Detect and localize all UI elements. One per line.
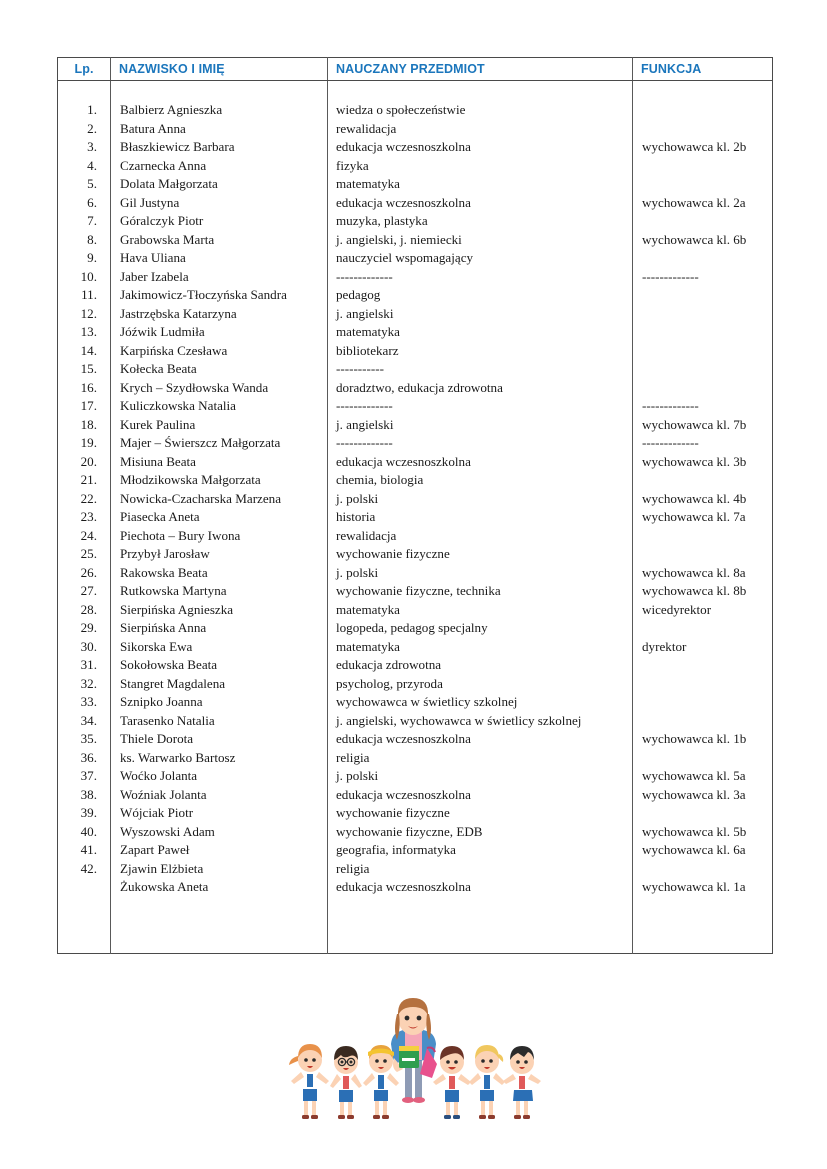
table-row xyxy=(58,138,773,157)
table-header xyxy=(58,58,773,81)
table-cell-subject: religia xyxy=(328,860,633,879)
table-cell-subject: religia xyxy=(328,749,633,768)
table-cell-role: wychowawca kl. 5a xyxy=(642,768,746,783)
table-cell-role xyxy=(633,342,773,361)
table-cell-role xyxy=(633,656,773,675)
table-cell-subject: matematyka xyxy=(328,175,633,194)
column-header-subject: NAUCZANY PRZEDMIOT xyxy=(328,58,633,81)
table-cell-role xyxy=(633,101,773,120)
table-cell-lp: 11. xyxy=(58,286,111,305)
table-cell-name: Rakowska Beata xyxy=(111,564,328,583)
table-cell-name: Woćko Jolanta xyxy=(111,767,328,786)
table-row xyxy=(58,175,773,194)
table-cell-name: Dolata Małgorzata xyxy=(111,175,328,194)
table-cell-role: ------------- xyxy=(642,268,699,284)
table-cell-role: wychowawca kl. 1a xyxy=(642,879,746,894)
table-cell-lp: 20. xyxy=(58,453,111,472)
table-cell-role xyxy=(633,804,773,823)
table-cell-name: Piasecka Aneta xyxy=(111,508,328,527)
table-cell-name: Młodzikowska Małgorzata xyxy=(111,471,328,490)
table-cell-name: Czarnecka Anna xyxy=(111,157,328,176)
table-cell-role xyxy=(633,305,773,324)
table-row xyxy=(58,490,773,509)
table-row xyxy=(58,508,773,527)
table-cell-subject: pedagog xyxy=(328,286,633,305)
table-cell-name: Wójciak Piotr xyxy=(111,804,328,823)
table-cell-name: Góralczyk Piotr xyxy=(111,212,328,231)
table-cell-subject: wychowanie fizyczne, EDB xyxy=(328,823,633,842)
table-cell-name: Sokołowska Beata xyxy=(111,656,328,675)
table-cell-role: dyrektor xyxy=(642,638,687,654)
table-cell-lp: 1. xyxy=(58,101,111,120)
table-cell-role: wychowawca kl. 2a xyxy=(642,194,746,210)
table-row xyxy=(58,212,773,231)
column-header-lp: Lp. xyxy=(58,58,111,81)
table-cell-subject: nauczyciel wspomagający xyxy=(328,249,633,268)
table-cell-subject: edukacja wczesnoszkolna xyxy=(328,878,633,897)
table-row xyxy=(58,268,773,287)
table-cell-subject: geografia, informatyka xyxy=(328,841,633,860)
table-row xyxy=(58,120,773,139)
table-cell-name: Żukowska Aneta xyxy=(111,878,328,897)
table-cell-subject: muzyka, plastyka xyxy=(328,212,633,231)
table-cell-role xyxy=(633,175,773,194)
spacer-cell-lp xyxy=(58,81,111,102)
table-cell-role: wychowawca kl. 7b xyxy=(642,416,747,432)
table-cell-role: wychowawca kl. 1b xyxy=(642,731,747,746)
table-row xyxy=(58,397,773,416)
table-cell-subject: edukacja wczesnoszkolna xyxy=(328,730,633,749)
table-cell-name: Rutkowska Martyna xyxy=(111,582,328,601)
table-row xyxy=(58,656,773,675)
table-cell-subject: j. angielski, wychowawca w świetlicy szkolnej xyxy=(328,712,633,731)
table-cell-name: Batura Anna xyxy=(111,120,328,139)
table-cell-subject: fizyka xyxy=(328,157,633,176)
table-cell-role xyxy=(633,545,773,564)
table-cell-lp: 35. xyxy=(58,730,111,749)
table-cell-lp: 31. xyxy=(58,656,111,675)
table-cell-subject: j. polski xyxy=(328,490,633,509)
table-cell-role xyxy=(633,675,773,694)
table-cell-name: Zjawin Elżbieta xyxy=(111,860,328,879)
table-row xyxy=(58,360,773,379)
table-row xyxy=(58,157,773,176)
table-row xyxy=(58,730,773,749)
table-cell-name: Jaber Izabela xyxy=(111,268,328,287)
table-cell-name: Woźniak Jolanta xyxy=(111,786,328,805)
table-cell-subject: j. angielski xyxy=(328,416,633,435)
table-cell-role: wychowawca kl. 8a xyxy=(642,564,746,580)
table-cell-name: Przybył Jarosław xyxy=(111,545,328,564)
table-row xyxy=(58,878,773,897)
table-cell-role xyxy=(633,323,773,342)
table-tail-row xyxy=(58,897,773,954)
table-cell-subject: ------------- xyxy=(328,268,633,287)
table-row xyxy=(58,305,773,324)
spacer-cell-role xyxy=(633,81,773,102)
table-cell-name: Zapart Paweł xyxy=(111,841,328,860)
table-row xyxy=(58,416,773,435)
table-tail-cell xyxy=(58,897,111,954)
table-cell-lp: 25. xyxy=(58,545,111,564)
table-cell-subject: j. polski xyxy=(328,564,633,583)
table-cell-lp: 7. xyxy=(58,212,111,231)
table-cell-role xyxy=(633,860,773,879)
table-cell-role xyxy=(633,749,773,768)
table-cell-name: Jóźwik Ludmiła xyxy=(111,323,328,342)
teacher-with-schoolchildren-illustration xyxy=(281,996,547,1124)
table-cell-lp: 36. xyxy=(58,749,111,768)
table-row xyxy=(58,286,773,305)
table-cell-subject: bibliotekarz xyxy=(328,342,633,361)
table-cell-subject: logopeda, pedagog specjalny xyxy=(328,619,633,638)
table-cell-lp: 16. xyxy=(58,379,111,398)
table-cell-lp: 6. xyxy=(58,194,111,213)
table-cell-lp: 13. xyxy=(58,323,111,342)
table-spacer-row xyxy=(58,81,773,102)
table-cell-lp: 24. xyxy=(58,527,111,546)
table-cell-name: Kuliczkowska Natalia xyxy=(111,397,328,416)
table-cell-lp: 41. xyxy=(58,841,111,860)
table-cell-role xyxy=(633,360,773,379)
table-cell-subject: j. angielski, j. niemiecki xyxy=(328,231,633,250)
table-row xyxy=(58,101,773,120)
table-cell-role: wychowawca kl. 7a xyxy=(642,509,746,524)
table-cell-role: wychowawca kl. 2b xyxy=(642,139,747,154)
table-row xyxy=(58,527,773,546)
table-cell-lp: 23. xyxy=(58,508,111,527)
table-cell-lp: 18. xyxy=(58,416,111,435)
table-cell-lp: 14. xyxy=(58,342,111,361)
table-cell-role xyxy=(633,157,773,176)
table-cell-name: Majer – Świerszcz Małgorzata xyxy=(111,434,328,453)
table-cell-subject: wiedza o społeczeństwie xyxy=(328,101,633,120)
table-cell-subject: matematyka xyxy=(328,601,633,620)
spacer-cell-subject xyxy=(328,81,633,102)
table-cell-lp: 3. xyxy=(58,138,111,157)
table-cell-lp xyxy=(58,878,111,897)
table-cell-lp: 40. xyxy=(58,823,111,842)
table-cell-subject: wychowanie fizyczne xyxy=(328,804,633,823)
table-row xyxy=(58,564,773,583)
table-cell-subject: wychowawca w świetlicy szkolnej xyxy=(328,693,633,712)
table-cell-lp: 29. xyxy=(58,619,111,638)
table-tail-cell xyxy=(328,897,633,954)
table-cell-lp: 30. xyxy=(58,638,111,657)
table-cell-subject: edukacja zdrowotna xyxy=(328,656,633,675)
table-cell-name: Gil Justyna xyxy=(111,194,328,213)
table-cell-name: Thiele Dorota xyxy=(111,730,328,749)
table-cell-name: Karpińska Czesława xyxy=(111,342,328,361)
table-cell-role xyxy=(633,249,773,268)
table-row xyxy=(58,693,773,712)
table-cell-subject: rewalidacja xyxy=(328,527,633,546)
table-cell-lp: 26. xyxy=(58,564,111,583)
table-cell-role xyxy=(633,286,773,305)
table-row xyxy=(58,841,773,860)
table-cell-subject: edukacja wczesnoszkolna xyxy=(328,138,633,157)
table-cell-name: Tarasenko Natalia xyxy=(111,712,328,731)
table-cell-role xyxy=(633,120,773,139)
spacer-cell-name xyxy=(111,81,328,102)
table-row xyxy=(58,231,773,250)
table-row xyxy=(58,712,773,731)
table-row xyxy=(58,342,773,361)
table-cell-role xyxy=(633,379,773,398)
table-cell-lp: 4. xyxy=(58,157,111,176)
table-cell-subject: ----------- xyxy=(328,360,633,379)
table-cell-subject: j. angielski xyxy=(328,305,633,324)
table-cell-role: wychowawca kl. 3b xyxy=(642,453,747,469)
staff-table xyxy=(57,57,773,954)
table-cell-subject: edukacja wczesnoszkolna xyxy=(328,786,633,805)
table-row xyxy=(58,545,773,564)
table-cell-lp: 8. xyxy=(58,231,111,250)
column-header-role: FUNKCJA xyxy=(633,58,773,81)
table-cell-role: wychowawca kl. 6a xyxy=(642,842,746,857)
table-cell-subject: j. polski xyxy=(328,767,633,786)
table-cell-lp: 38. xyxy=(58,786,111,805)
table-cell-name: Nowicka-Czacharska Marzena xyxy=(111,490,328,509)
table-cell-name: Grabowska Marta xyxy=(111,231,328,250)
table-cell-lp: 37. xyxy=(58,767,111,786)
table-cell-role xyxy=(633,619,773,638)
table-row xyxy=(58,823,773,842)
table-cell-name: Kołecka Beata xyxy=(111,360,328,379)
table-cell-role: wychowawca kl. 6b xyxy=(642,231,747,247)
table-row xyxy=(58,619,773,638)
table-row xyxy=(58,323,773,342)
table-cell-subject: wychowanie fizyczne xyxy=(328,545,633,564)
table-cell-name: Sierpińska Agnieszka xyxy=(111,601,328,620)
table-cell-subject: chemia, biologia xyxy=(328,471,633,490)
table-row xyxy=(58,749,773,768)
table-cell-lp: 42. xyxy=(58,860,111,879)
table-cell-lp: 34. xyxy=(58,712,111,731)
table-row xyxy=(58,194,773,213)
table-cell-lp: 10. xyxy=(58,268,111,287)
table-cell-subject: historia xyxy=(328,508,633,527)
table-body xyxy=(58,81,773,954)
table-cell-subject: ------------- xyxy=(328,434,633,453)
table-header-row xyxy=(58,58,773,81)
table-cell-role: wychowawca kl. 3a xyxy=(642,786,746,802)
table-cell-name: Sznipko Joanna xyxy=(111,693,328,712)
staff-table-container xyxy=(57,57,772,954)
table-cell-subject: wychowanie fizyczne, technika xyxy=(328,582,633,601)
table-cell-lp: 17. xyxy=(58,397,111,416)
table-cell-lp: 21. xyxy=(58,471,111,490)
table-cell-role: ------------- xyxy=(642,435,699,450)
table-cell-role xyxy=(633,693,773,712)
table-row xyxy=(58,379,773,398)
table-cell-subject: matematyka xyxy=(328,638,633,657)
table-cell-role: ------------- xyxy=(642,398,699,413)
table-cell-name: Stangret Magdalena xyxy=(111,675,328,694)
table-row xyxy=(58,786,773,805)
table-cell-lp: 32. xyxy=(58,675,111,694)
table-cell-lp: 5. xyxy=(58,175,111,194)
table-cell-lp: 27. xyxy=(58,582,111,601)
table-cell-name: ks. Warwarko Bartosz xyxy=(111,749,328,768)
table-row xyxy=(58,471,773,490)
table-cell-lp: 33. xyxy=(58,693,111,712)
table-cell-name: Błaszkiewicz Barbara xyxy=(111,138,328,157)
table-cell-subject: psycholog, przyroda xyxy=(328,675,633,694)
table-cell-role xyxy=(633,527,773,546)
table-cell-lp: 28. xyxy=(58,601,111,620)
table-cell-name: Hava Uliana xyxy=(111,249,328,268)
table-tail-cell xyxy=(633,897,773,954)
table-cell-lp: 22. xyxy=(58,490,111,509)
table-cell-lp: 9. xyxy=(58,249,111,268)
table-cell-role: wychowawca kl. 8b xyxy=(642,583,747,598)
table-cell-role: wychowawca kl. 4b xyxy=(642,490,747,506)
table-row xyxy=(58,601,773,620)
table-cell-name: Wyszowski Adam xyxy=(111,823,328,842)
table-cell-name: Misiuna Beata xyxy=(111,453,328,472)
table-cell-name: Kurek Paulina xyxy=(111,416,328,435)
table-cell-lp: 2. xyxy=(58,120,111,139)
table-cell-role xyxy=(633,471,773,490)
table-cell-subject: doradztwo, edukacja zdrowotna xyxy=(328,379,633,398)
table-cell-lp: 39. xyxy=(58,804,111,823)
table-row xyxy=(58,675,773,694)
table-cell-name: Piechota – Bury Iwona xyxy=(111,527,328,546)
table-cell-name: Balbierz Agnieszka xyxy=(111,101,328,120)
table-cell-role: wicedyrektor xyxy=(642,601,712,617)
table-cell-subject: ------------- xyxy=(328,397,633,416)
table-cell-subject: matematyka xyxy=(328,323,633,342)
table-cell-subject: edukacja wczesnoszkolna xyxy=(328,453,633,472)
table-tail-cell xyxy=(111,897,328,954)
table-cell-role: wychowawca kl. 5b xyxy=(642,823,747,839)
table-row xyxy=(58,860,773,879)
table-row xyxy=(58,582,773,601)
table-cell-lp: 12. xyxy=(58,305,111,324)
table-cell-name: Sierpińska Anna xyxy=(111,619,328,638)
table-row xyxy=(58,249,773,268)
table-row xyxy=(58,453,773,472)
table-cell-role xyxy=(633,712,773,731)
table-cell-lp: 15. xyxy=(58,360,111,379)
table-cell-role xyxy=(633,212,773,231)
table-row xyxy=(58,804,773,823)
table-cell-name: Sikorska Ewa xyxy=(111,638,328,657)
table-cell-name: Krych – Szydłowska Wanda xyxy=(111,379,328,398)
table-row xyxy=(58,767,773,786)
table-cell-subject: rewalidacja xyxy=(328,120,633,139)
table-cell-lp: 19. xyxy=(58,434,111,453)
table-cell-name: Jastrzębska Katarzyna xyxy=(111,305,328,324)
table-row xyxy=(58,434,773,453)
table-cell-subject: edukacja wczesnoszkolna xyxy=(328,194,633,213)
table-row xyxy=(58,638,773,657)
column-header-name: NAZWISKO I IMIĘ xyxy=(111,58,328,81)
table-cell-name: Jakimowicz-Tłoczyńska Sandra xyxy=(111,286,328,305)
